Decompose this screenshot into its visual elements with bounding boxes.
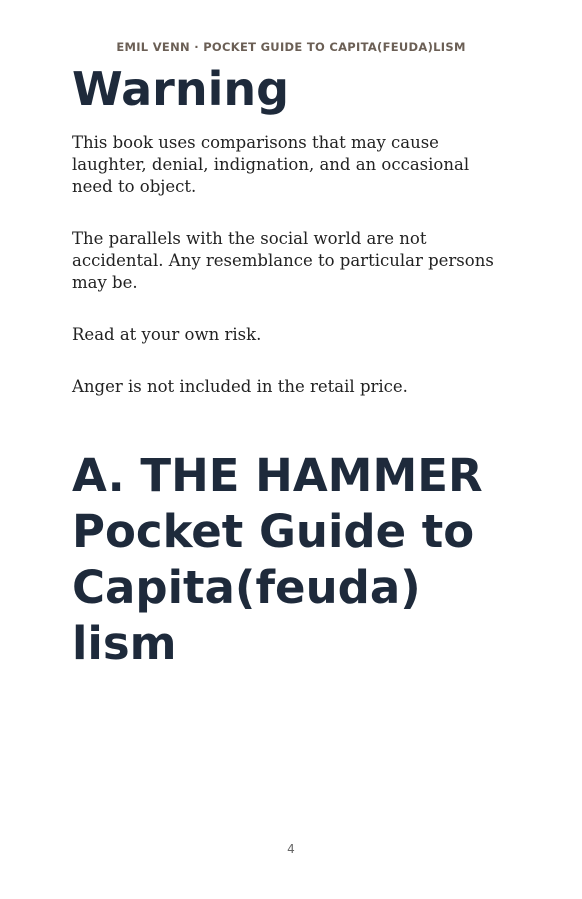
warning-paragraph-3: Read at your own risk.	[72, 325, 262, 344]
warning-paragraph-1: This book uses comparisons that may cause laughter, denial, indignation, and an occasional need to object.	[72, 133, 470, 196]
warning-heading: Warning	[72, 62, 290, 116]
running-header: EMIL VENN · POCKET GUIDE TO CAPITA(FEUDA)LISM	[116, 40, 466, 54]
chapter-heading	[72, 448, 512, 672]
chapter-heading-line-1: A. THE HAMMER	[72, 449, 483, 502]
page-content	[72, 60, 512, 672]
warning-paragraph-4: Anger is not included in the retail price.	[72, 377, 408, 396]
chapter-heading-line-2: Pocket Guide to	[72, 505, 475, 558]
chapter-heading-line-3: Capita(feuda)	[72, 561, 421, 614]
warning-paragraph-2: The parallels with the social world are not accidental. Any resemblance to particular persons may be.	[72, 229, 494, 292]
chapter-heading-line-4: lism	[72, 617, 177, 670]
page-number: 4	[287, 842, 295, 856]
